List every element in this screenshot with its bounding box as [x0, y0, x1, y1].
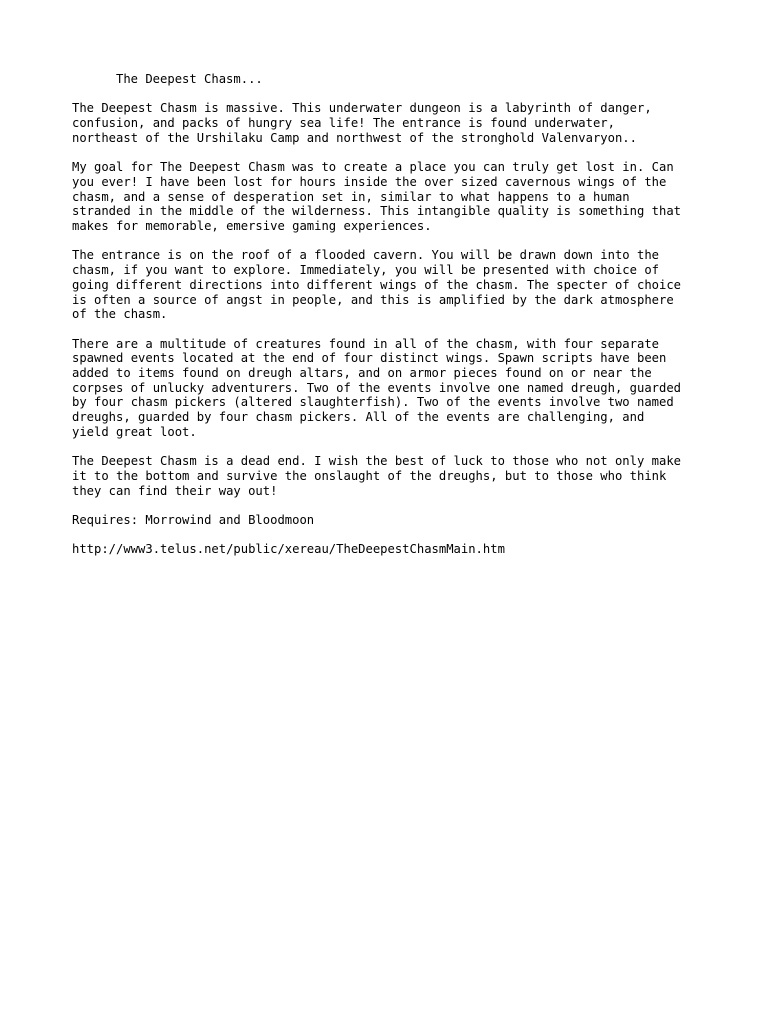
- requirements-line: Requires: Morrowind and Bloodmoon: [72, 513, 315, 527]
- url-line: http://www3.telus.net/public/xereau/TheDeepestChasmMain.htm: [72, 542, 505, 557]
- entrance-paragraph: The entrance is on the roof of a flooded cavern. You will be drawn down into the chasm, if you want to explore. Immediately, you will be presented with choice of going different directions into different wings of the chasm. The specter of choice is often a source of angst in people, and this is amplified by the dark atmosphere of the chasm.: [72, 248, 682, 322]
- goal-paragraph: My goal for The Deepest Chasm was to create a place you can truly get lost in. Can you ever! I have been lost for hours inside the over sized cavernous wings of the chasm, and a sense of desperation set in, similar to what happens to a human stranded in the middle of the wilderness. This intangible quality is something that makes for memorable, emersive gaming experiences.: [72, 160, 682, 233]
- document-title: The Deepest Chasm...: [116, 72, 263, 86]
- creatures-paragraph: There are a multitude of creatures found in all of the chasm, with four separate spawned events located at the end of four distinct wings. Spawn scripts have been added to items found on dreugh altars, and on armor pieces found on or near the corpses of unlucky adventurers. Two of the events involve one named dreugh, guarded by four chasm pickers (altered slaughterfish). Two of the events involve two named dreughs, guarded by four chasm pickers. All of the events are challenging, and yield great loot.: [72, 336, 682, 439]
- dead-end-paragraph: The Deepest Chasm is a dead end. I wish the best of luck to those who not only make it to the bottom and survive the onslaught of the dreughs, but to those who think they can find their way out!: [72, 454, 682, 498]
- document-page: [72, 72, 722, 572]
- intro-paragraph: The Deepest Chasm is massive. This underwater dungeon is a labyrinth of danger, confusion, and packs of hungry sea life! The entrance is found underwater, northeast of the Urshilaku Camp and northwest of the stronghold Valenvaryon..: [72, 101, 652, 145]
